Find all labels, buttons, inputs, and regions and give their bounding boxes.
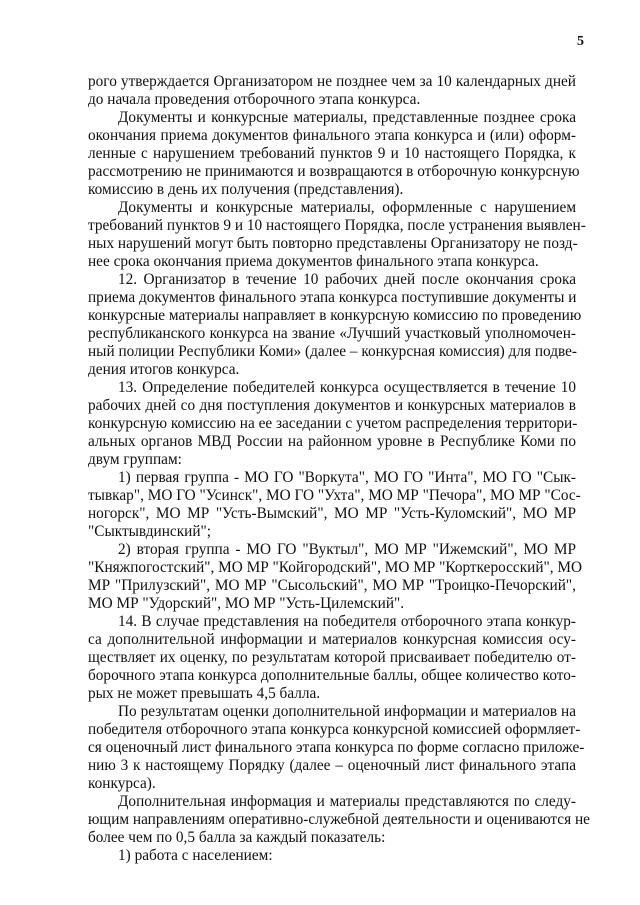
text-line: комиссию в день их получения (представления). [88, 181, 404, 198]
text-line: рассмотрению не принимаются и возвращаются в отборочную конкурсную [88, 163, 580, 180]
text-line: са дополнительной информации и материалов конкурсная комиссия осу- [88, 631, 576, 648]
text-line: ленные с нарушением требований пунктов 9 и 10 настоящего Порядка, к [88, 145, 576, 162]
text-line: 1) первая группа - МО ГО "Воркута", МО ГО "Инта", МО ГО "Сык- [118, 469, 576, 486]
text-line: требований пунктов 9 и 10 настоящего Порядка, после устранения выявлен- [88, 217, 586, 234]
text-line: конкурсные материалы направляет в конкурсную комиссию по проведению [88, 307, 582, 324]
text-line: тывкар", МО ГО "Усинск", МО ГО "Ухта", МО МР "Печора", МО МР "Сос- [88, 487, 581, 504]
text-line: республиканского конкурса на звание «Лучший участковый уполномочен- [88, 325, 576, 342]
text-line: победителя отборочного этапа конкурса конкурсной комиссией оформляет- [88, 721, 581, 738]
text-line: рого утверждается Организатором не позднее чем за 10 календарных дней [88, 73, 576, 90]
page-number: 5 [577, 34, 584, 49]
text-line: конкурсную комиссию на ее заседании с учетом распределения территори- [88, 415, 578, 432]
text-line: По результатам оценки дополнительной информации и материалов на [118, 703, 576, 720]
text-line: борочного этапа конкурса дополнительные баллы, общее количество кото- [88, 667, 576, 684]
text-line: 12. Организатор в течение 10 рабочих дней после окончания срока [118, 271, 576, 288]
text-line: ющим направлениям оперативно-служебной деятельности и оцениваются не [88, 811, 590, 828]
text-line: "Княжпогостский", МО МР "Койгородский", МО МР "Корткеросский", МО [88, 559, 583, 576]
text-line: приема документов финального этапа конкурса поступившие документы и [88, 289, 577, 306]
text-line: ный полиции Республики Коми» (далее – конкурсная комиссия) для подве- [88, 343, 578, 360]
text-line: "Сыктывдинский"; [88, 523, 212, 540]
text-line: 13. Определение победителей конкурса осуществляется в течение 10 [118, 379, 576, 396]
text-line: рабочих дней со дня поступления документов и конкурсных материалов в [88, 397, 576, 414]
text-line: двум группам: [88, 451, 182, 468]
text-line: 2) вторая группа - МО ГО "Вуктыл", МО МР "Ижемский", МО МР [118, 541, 576, 558]
text-line: рых не может превышать 4,5 балла. [88, 685, 321, 702]
text-line: Дополнительная информация и материалы представляются по следу- [118, 793, 576, 810]
text-line: ногорск", МО МР "Усть-Вымский", МО МР "Усть-Куломский", МО МР [88, 505, 576, 522]
text-line: окончания приема документов финального этапа конкурса и (или) оформ- [88, 127, 576, 144]
text-line: конкурса). [88, 775, 156, 792]
text-line: Документы и конкурсные материалы, представленные позднее срока [118, 109, 576, 126]
text-line: МО МР "Удорский", МО МР "Усть-Цилемский". [88, 595, 405, 612]
text-line: более чем по 0,5 балла за каждый показатель: [88, 829, 386, 846]
text-line: Документы и конкурсные материалы, оформленные с нарушением [118, 199, 576, 216]
text-line: ных нарушений могут быть повторно представлены Организатору не позд- [88, 235, 578, 252]
text-line: нию 3 к настоящему Порядку (далее – оценочный лист финального этапа [88, 757, 576, 774]
text-line: ся оценочный лист финального этапа конкурса по форме согласно приложе- [88, 739, 585, 756]
text-line: дения итогов конкурса. [88, 361, 240, 378]
text-line: 1) работа с населением: [118, 847, 273, 864]
text-line: до начала проведения отборочного этапа конкурса. [88, 91, 421, 108]
text-line: 14. В случае представления на победителя отборочного этапа конкур- [118, 613, 576, 630]
text-line: МР "Прилузский", МО МР "Сысольский", МО МР "Троицко-Печорский", [88, 577, 576, 594]
text-line: ществляет их оценку, по результатам которой присваивает победителю от- [88, 649, 576, 666]
text-line: альных органов МВД России на районном уровне в Республике Коми по [88, 433, 576, 450]
text-line: нее срока окончания приема документов финального этапа конкурса. [88, 253, 539, 270]
